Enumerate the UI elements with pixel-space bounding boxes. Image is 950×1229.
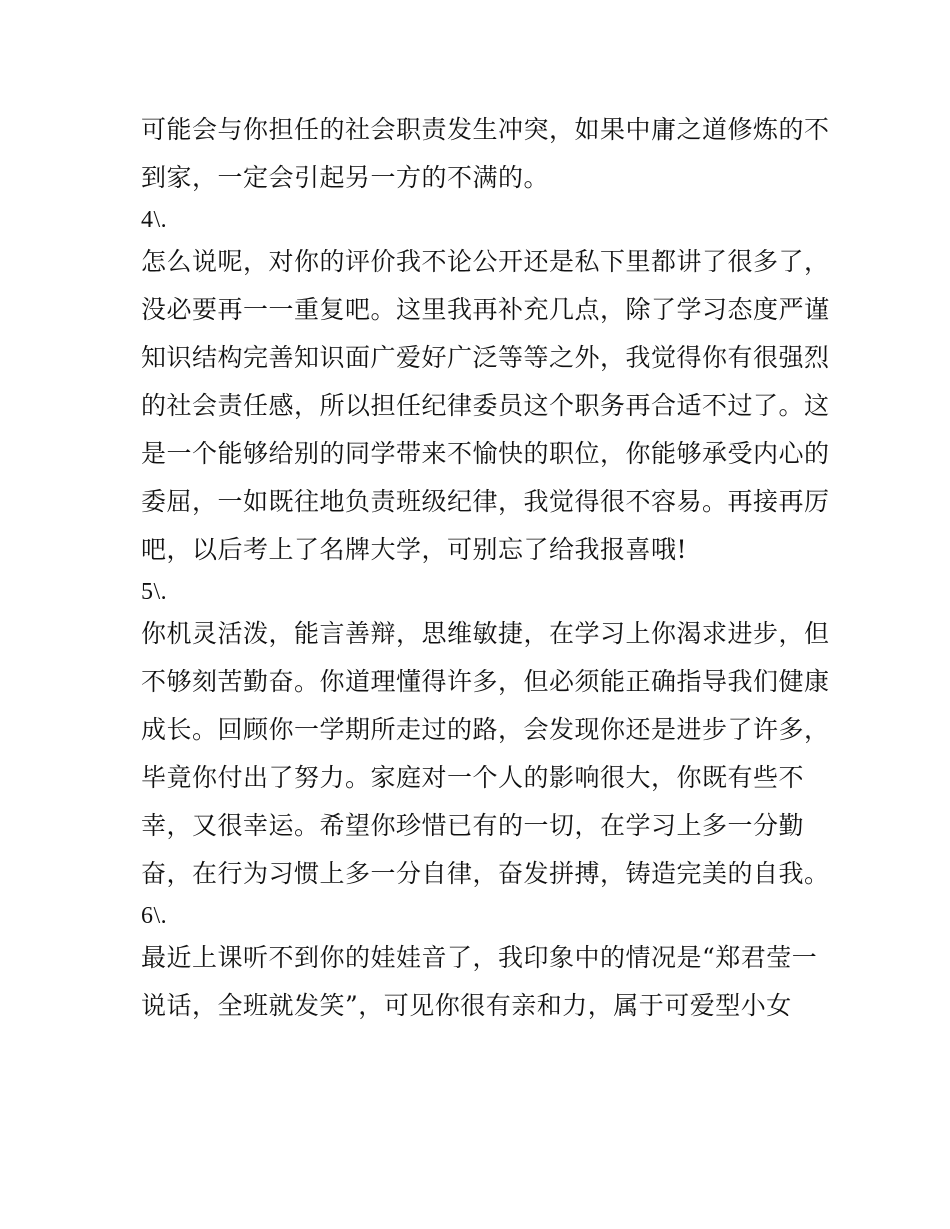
paragraph-line: 没必要再一一重复吧。这里我再补充几点，除了学习态度严谨	[141, 295, 830, 324]
paragraph-line: 毕竟你付出了努力。家庭对一个人的影响很大，你既有些不	[141, 763, 805, 792]
item-number: 6\.	[141, 903, 168, 929]
paragraph-line: 你机灵活泼，能言善辩，思维敏捷，在学习上你渴求进步，但	[141, 619, 830, 648]
paragraph-line: 吧，以后考上了名牌大学，可别忘了给我报喜哦!	[141, 535, 688, 564]
item-number: 5\.	[141, 579, 168, 605]
paragraph-line: 说话，全班就发笑”，可见你很有亲和力，属于可爱型小女	[141, 991, 792, 1020]
item-number: 4\.	[141, 207, 168, 233]
paragraph-line: 知识结构完善知识面广爱好广泛等等之外，我觉得你有很强烈	[141, 343, 830, 372]
paragraph-line: 委屈，一如既往地负责班级纪律，我觉得很不容易。再接再厉	[141, 487, 830, 516]
paragraph-line: 不够刻苦勤奋。你道理懂得许多，但必须能正确指导我们健康	[141, 667, 830, 696]
paragraph-line: 可能会与你担任的社会职责发生冲突，如果中庸之道修炼的不	[141, 115, 830, 144]
paragraph-line: 幸，又很幸运。希望你珍惜已有的一切，在学习上多一分勤	[141, 811, 805, 840]
paragraph-line: 奋，在行为习惯上多一分自律，奋发拼搏，铸造完美的自我。	[141, 859, 830, 888]
paragraph-line: 怎么说呢，对你的评价我不论公开还是私下里都讲了很多了，	[141, 247, 830, 276]
paragraph-line: 最近上课听不到你的娃娃音了，我印象中的情况是“郑君莹一	[141, 943, 818, 972]
paragraph-line: 成长。回顾你一学期所走过的路，会发现你还是进步了许多，	[141, 715, 830, 744]
paragraph-line: 到家，一定会引起另一方的不满的。	[141, 163, 550, 192]
document-body	[141, 106, 830, 1030]
paragraph-line: 是一个能够给别的同学带来不愉快的职位，你能够承受内心的	[141, 439, 830, 468]
paragraph-line: 的社会责任感，所以担任纪律委员这个职务再合适不过了。这	[141, 391, 830, 420]
